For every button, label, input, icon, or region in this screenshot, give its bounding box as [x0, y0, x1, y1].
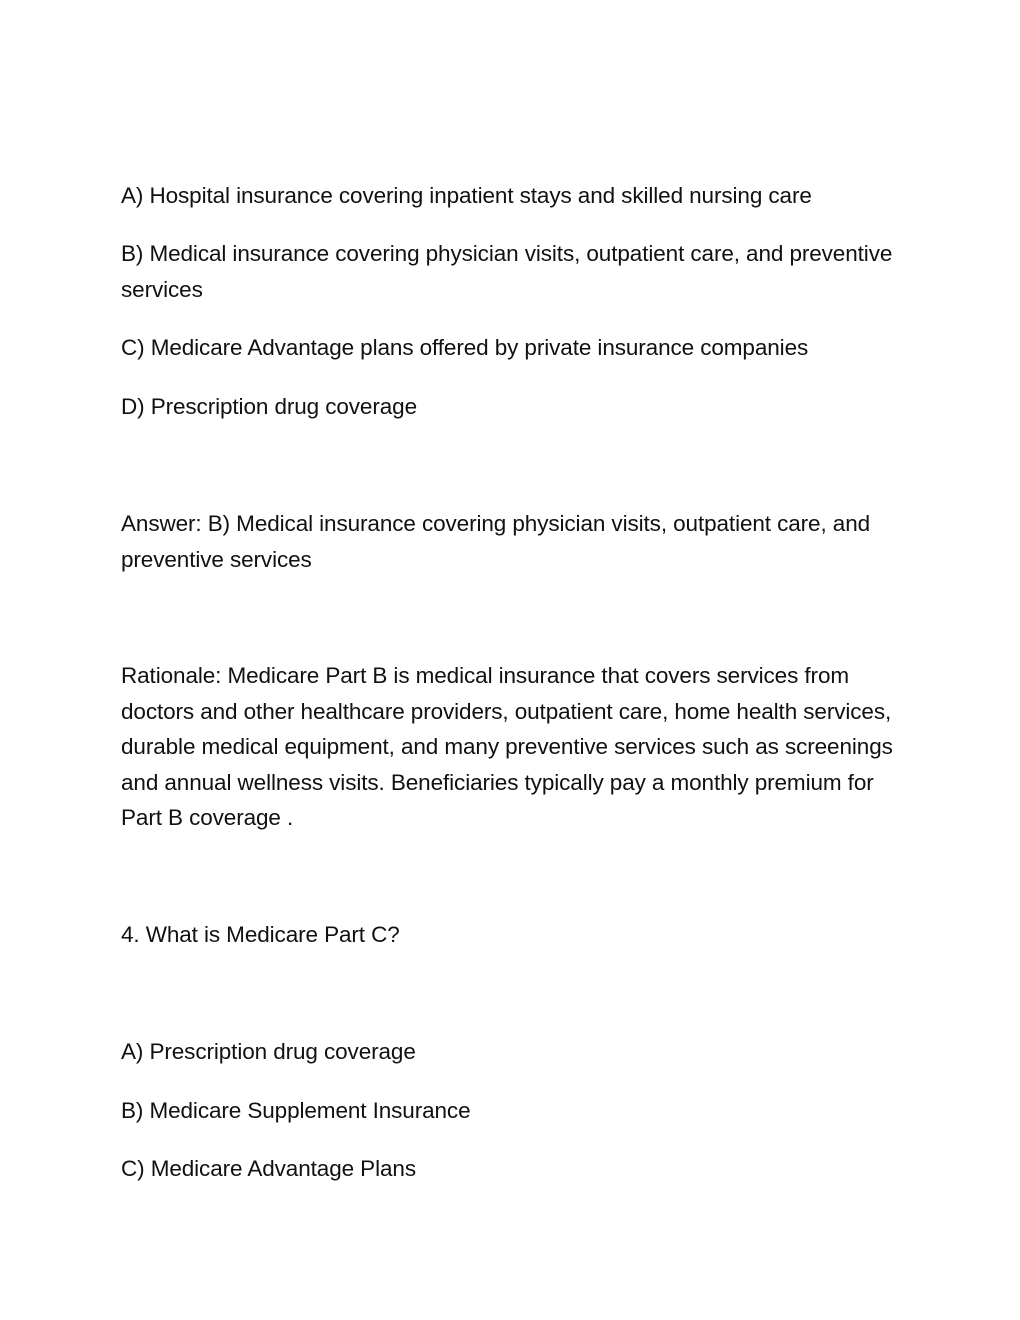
q3-rationale: Rationale: Medicare Part B is medical insurance that covers services from doctors and other healthcare providers, outpatient care, home health services, durable medical equipment, and many preventive services such as screenings and annual wellness visits. Beneficiaries typically pay a monthly premium for Part B coverage .	[121, 663, 893, 830]
q3-option-b: B) Medical insurance covering physician visits, outpatient care, and preventive services	[121, 241, 893, 302]
q4-question: 4. What is Medicare Part C?	[121, 922, 400, 947]
q3-answer: Answer: B) Medical insurance covering physician visits, outpatient care, and preventive services	[121, 511, 871, 572]
q4-option-c: C) Medicare Advantage Plans	[121, 1156, 416, 1181]
q3-option-d: D) Prescription drug coverage	[121, 394, 417, 419]
q4-option-a: A) Prescription drug coverage	[121, 1039, 416, 1064]
q4-option-b: B) Medicare Supplement Insurance	[121, 1098, 471, 1123]
q3-option-c: C) Medicare Advantage plans offered by private insurance companies	[121, 335, 809, 360]
q3-option-a: A) Hospital insurance covering inpatient stays and skilled nursing care	[121, 183, 812, 208]
